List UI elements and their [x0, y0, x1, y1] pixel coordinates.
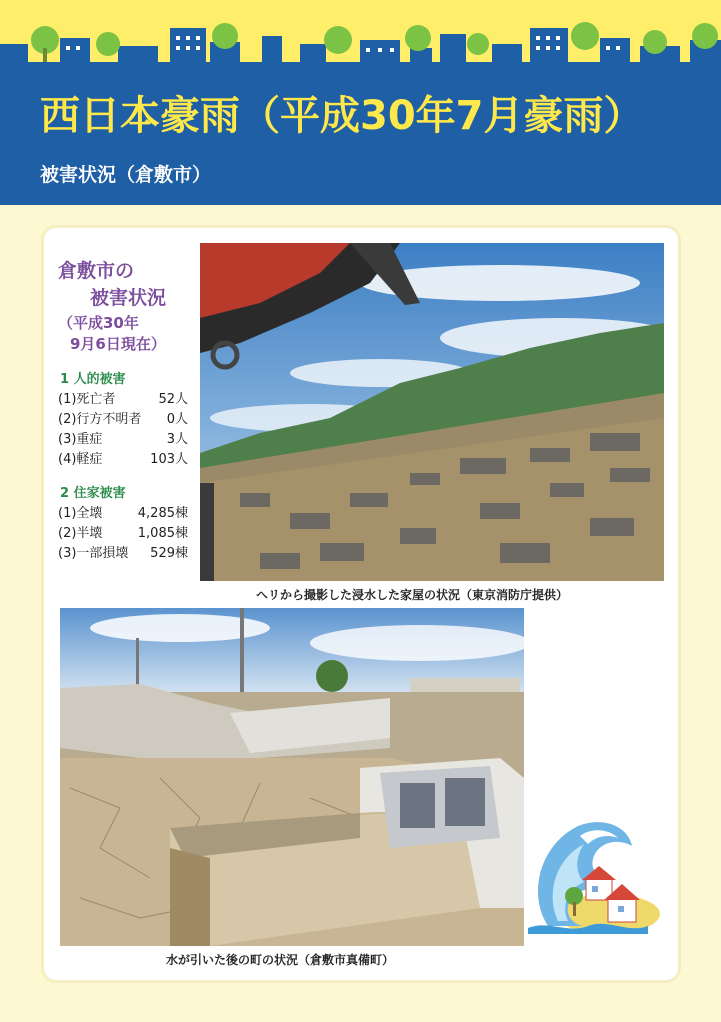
- list-item: [58, 408, 188, 427]
- item-label: (1)死亡者: [58, 392, 116, 407]
- summary-date-line1: （平成30年: [58, 314, 139, 332]
- item-label: (2)半壊: [58, 526, 103, 541]
- list-item: [58, 388, 188, 407]
- list-item: [58, 502, 188, 521]
- aerial-flood-photo: [200, 243, 664, 581]
- item-value: 52人: [158, 392, 188, 407]
- item-label: (2)行方不明者: [58, 412, 142, 427]
- item-value: 103人: [150, 452, 188, 467]
- item-value: 4,285棟: [137, 506, 188, 521]
- aerial-photo-caption: ヘリから撮影した浸水した家屋の状況（東京消防庁提供）: [256, 588, 569, 602]
- ground-damage-photo: [60, 608, 524, 946]
- summary-title-line2: 被害状況: [90, 287, 167, 309]
- ground-photo-caption: 水が引いた後の町の状況（倉敷市真備町）: [166, 953, 395, 967]
- item-value: 0人: [166, 412, 188, 427]
- header: [0, 0, 721, 205]
- item-value: 529棟: [150, 546, 188, 561]
- flood-wave-houses-icon: [528, 816, 662, 940]
- item-label: (3)重症: [58, 432, 103, 447]
- page-subtitle: 被害状況（倉敷市）: [40, 164, 212, 186]
- item-label: (1)全壊: [58, 506, 103, 521]
- list-item: [58, 542, 188, 561]
- summary-title: [58, 256, 193, 354]
- list-item: [58, 522, 188, 541]
- page-title: 西日本豪雨（平成30年7月豪雨）: [40, 93, 644, 139]
- item-value: 3人: [166, 432, 188, 447]
- list-item: [58, 428, 188, 447]
- section-heading-casualties: 1 人的被害: [60, 372, 126, 387]
- summary-title-line1: 倉敷市の: [58, 260, 135, 282]
- item-label: (4)軽症: [58, 452, 103, 467]
- item-value: 1,085棟: [137, 526, 188, 541]
- item-label: (3)一部損壊: [58, 546, 129, 561]
- summary-date-line2: 9月6日現在）: [70, 335, 166, 353]
- section-heading-housing: 2 住家被害: [60, 486, 126, 501]
- list-item: [58, 448, 188, 467]
